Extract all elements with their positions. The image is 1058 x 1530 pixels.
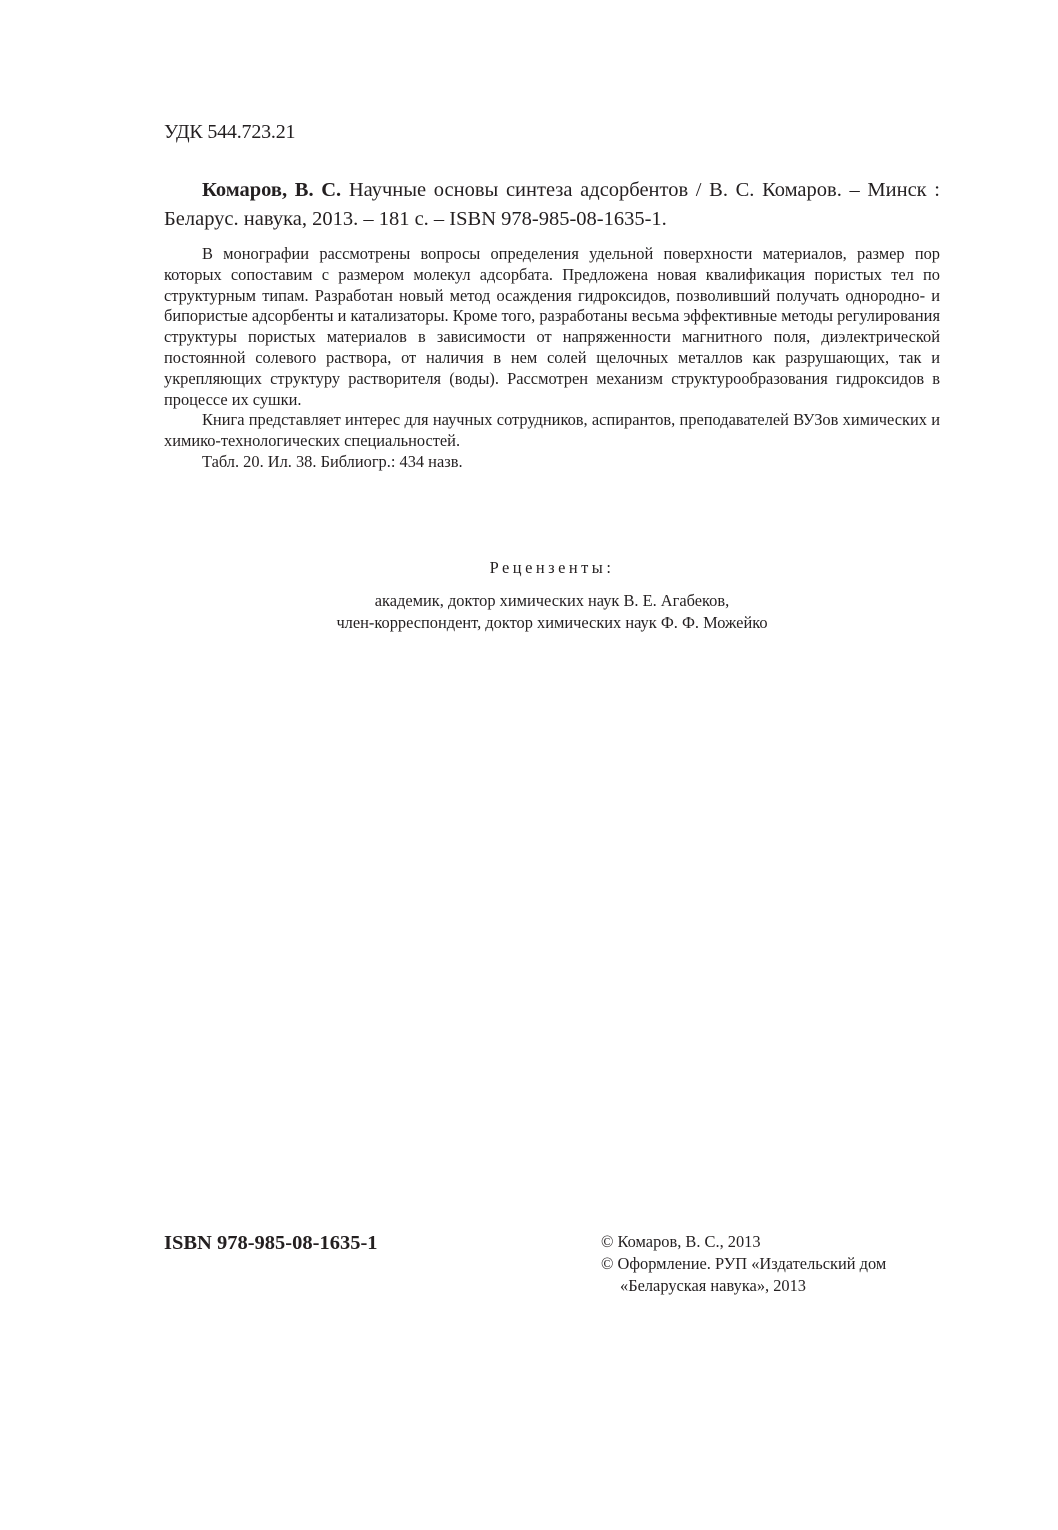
author-name: Комаров, В. С.	[202, 179, 342, 201]
isbn: ISBN 978-985-08-1635-1	[164, 1232, 378, 1254]
reviewer-2: член-корреспондент, доктор химических наук Ф. Ф. Можейко	[336, 613, 768, 632]
reviewer-1: академик, доктор химических наук В. Е. Агабеков,	[374, 591, 730, 610]
copyright-author: © Комаров, В. С., 2013	[601, 1232, 761, 1251]
biblio-description: Научные основы синтеза адсорбентов / В. С. Комаров. – Минск : Беларус. навука, 2013. – 181 с. – ISBN 978-985-08-1635-1.	[164, 179, 940, 230]
stats-paragraph: Табл. 20. Ил. 38. Библиогр.: 434 назв.	[202, 451, 463, 471]
copyright-block	[601, 1231, 961, 1297]
reviewers-list	[164, 590, 940, 634]
abstract	[164, 244, 940, 473]
abstract-paragraph: В монографии рассмотрены вопросы определения удельной поверхности материалов, размер пор которых сопоставим с размером молекул адсорбата. Предложена новая квалификация пористых тел по структурным типам. Разработан новый метод осаждения гидроксидов, позволивший получать однородно- и бипористые адсорбенты и катализаторы. Кроме того, разработаны весьма эффективные методы регулирования структуры пористых материалов в зависимости от напряженности магнитного поля, диэлектрической постоянной солевого раствора, от наличия в нем солей щелочных металлов как разрушающих, так и укрепляющих структуру растворителя (воды). Рассмотрен механизм структурообразования гидроксидов в процессе их сушки.	[164, 244, 940, 409]
udk-code: УДК 544.723.21	[164, 121, 296, 143]
bibliographic-record	[164, 176, 940, 234]
copyright-design: © Оформление. РУП «Издательский дом	[601, 1254, 887, 1273]
audience-paragraph: Книга представляет интерес для научных сотрудников, аспирантов, преподавателей ВУЗов химических и химико-технологических специальностей.	[164, 410, 940, 451]
reviewers-heading: Рецензенты:	[489, 558, 615, 577]
copyright-publisher: «Беларуская навука», 2013	[620, 1276, 806, 1295]
